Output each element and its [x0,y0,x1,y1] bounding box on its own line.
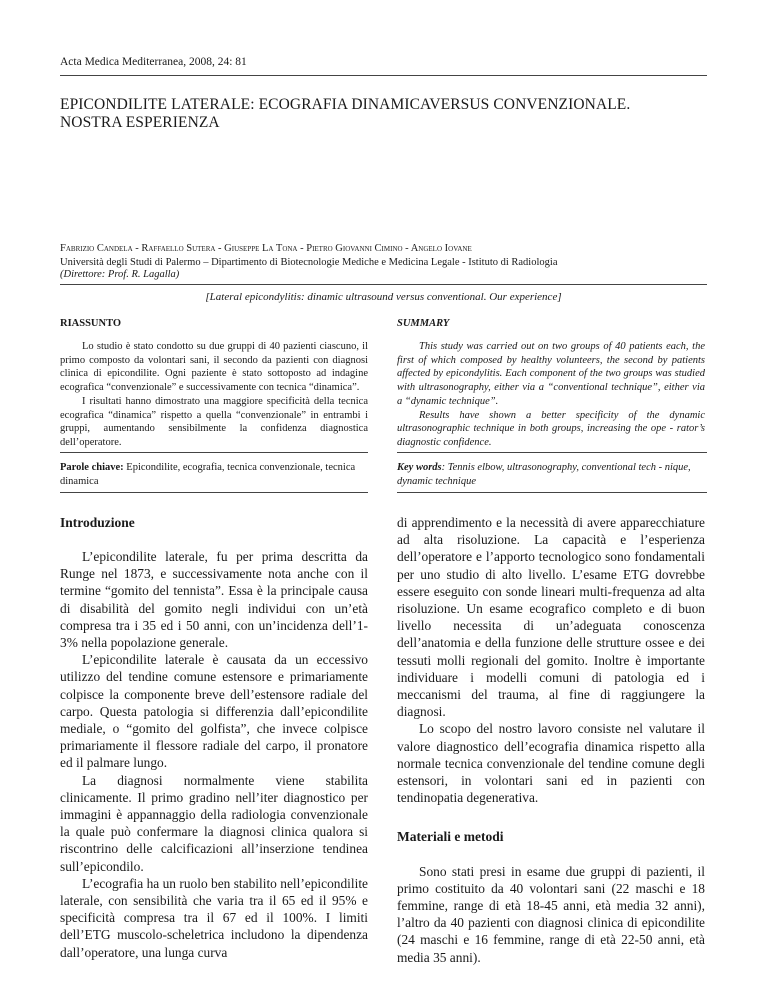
english-keywords [397,461,705,488]
keywords-rule [397,492,707,493]
english-title: [Lateral epicondylitis: dinamic ultrasound versus conventional. Our experience] [205,291,562,303]
body-paragraph: Sono stati presi in esame due gruppi di pazienti, il primo costituito da 40 volontari sani (22 maschi e 18 femmine, range di età 18-45 anni, età media 32 anni), l’altro da 40 pazienti con diagnosi clinica di epicondilite (24 maschi e 16 femmine, range di età 22-50 anni, età media 35 anni). [397,863,705,965]
riassunto-heading: RIASSUNTO [60,318,122,329]
body-paragraph: L’epicondilite laterale è causata da un eccessivo utilizzo del tendine comune estensore e primariamente colpisce la componente breve dell’estensore radiale del carpo. Questa patologia si differenzia dall’epicondilite mediale, o “gomito del golfista”, che invece colpisce primariamente il flessore radiale del carpo, il pronatore ed il palmare lungo. [60,652,368,771]
riassunto-rule [60,452,368,453]
body-column-right [397,514,705,966]
section-heading-introduzione: Introduzione [60,515,135,530]
body-paragraph: L’epicondilite laterale, fu per prima descritta da Runge nel 1873, e successivamente nota anche con il termine “gomito del tennista”. Essa è la principale causa di disabilità del gomito negli individui con un’età compresa tra i 35 ed i 50 anni, con un’incidenza dell’1-3% nella popolazione generale. [60,549,368,651]
authors-text: Fabrizio Candela - Raffaello Sutera - Giuseppe La Tona - Pietro Giovanni Cimino - Angelo Iovane [60,243,472,254]
body-paragraph: La diagnosi normalmente viene stabilita clinicamente. Il primo gradino nell’iter diagnostico per immagini è appannaggio della radiologia convenzionale la quale può confermare la diagnosi clinica qualora si riscontrino delle calcificazioni all’inserzione tendinea sull’epicondilo. [60,772,368,874]
affiliation: Università degli Studi di Palermo – Dipartimento di Biotecnologie Mediche e Medicina Legale - Istituto di Radiologia [60,257,558,268]
body-paragraph: di apprendimento e la necessità di avere apparecchiature ad alta risoluzione. La capacità e l’esperienza dell’operatore e l’apporto tecnologico sono fondamentali per uno studio di alto livello. L’esame ETG dovrebbe essere eseguito con sonde lineari multi-frequenza ad alta risoluzione. Un esame ecografico completo e di buon livello necessita di un’adeguata conoscenza dell’anatomia e della funzione delle strutture ossee e dei tessuti molli regionali del gomito. Inoltre è importante individuare i modelli comuni di patologia ed i meccanismi del trauma, al fine di raggiungere la diagnosi. [397,515,705,720]
section-heading-materiali-metodi: Materiali e metodi [397,829,504,845]
body-paragraph: Lo scopo del nostro lavoro consiste nel valutare il valore diagnostico dell’ecografia dinamica rispetto alla normale tecnica convenzionale del tendine comune degli estensori, in volontari sani ed in pazienti con tendinopatia degenerativa. [397,721,705,806]
journal-citation: Acta Medica Mediterranea, 2008, 24: 81 [60,56,247,68]
summary-rule [397,452,707,453]
keywords-label: Parole chiave: [60,462,124,473]
body-column-left [60,548,368,961]
keywords-text: : Tennis elbow, ultrasonography, conventional tech - nique, dynamic technique [397,462,691,487]
director: (Direttore: Prof. R. Lagalla) [60,269,180,280]
authors-rule [60,284,707,285]
summary-paragraph: Results have shown a better specificity of the dynamic ultrasonographic technique in both groups, increasing the ope - rator’s diagnostic confidence. [397,409,705,448]
title-line-2: NOSTRA ESPERIENZA [60,114,220,131]
summary-text [397,340,705,450]
italian-keywords [60,461,368,488]
header-rule [60,75,707,76]
author-list [60,242,472,255]
summary-paragraph: This study was carried out on two groups of 40 patients each, the first of which composed by healthy volunteers, the second by patients affected by epicondylitis. Each component of the two groups was studied with ultrasonography, either via a “conventional technique”, either via a “dynamic technique”. [397,341,705,407]
body-paragraph: L’ecografia ha un ruolo ben stabilito nell’epicondilite laterale, con sensibilità che varia tra il 65 ed il 95% e specificità compresa tra il 67 ed il 100%. I limiti dell’ETG muscolo-scheletrica includono la dipendenza dall’operatore, una lunga curva [60,875,368,960]
summary-heading: SUMMARY [397,318,450,329]
keywords-rule [60,492,368,493]
keywords-text: Epicondilite, ecografia, tecnica convenzionale, tecnica dinamica [60,462,356,487]
title-line-1: EPICONDILITE LATERALE: ECOGRAFIA DINAMICAVERSUS CONVENZIONALE. [60,96,631,113]
riassunto-text [60,340,368,450]
keywords-label: Key words [397,462,442,473]
riassunto-paragraph: Lo studio è stato condotto su due gruppi di 40 pazienti ciascuno, il primo composto da volontari sani, il secondo da pazienti con diagnosi clinica di epicondilite. Ogni paziente è stato sottoposto ad indagine ecografica “convenzionale” e successivamente con tecnica “dinamica”. [60,341,368,394]
riassunto-paragraph: I risultati hanno dimostrato una maggiore specificità della tecnica ecografica “dinamica” rispetto a quella “convenzionale” in entrambi i gruppi, aumentando sensibilmente la confidenza diagnostica dell’operatore. [60,395,368,448]
article-title [60,96,630,132]
